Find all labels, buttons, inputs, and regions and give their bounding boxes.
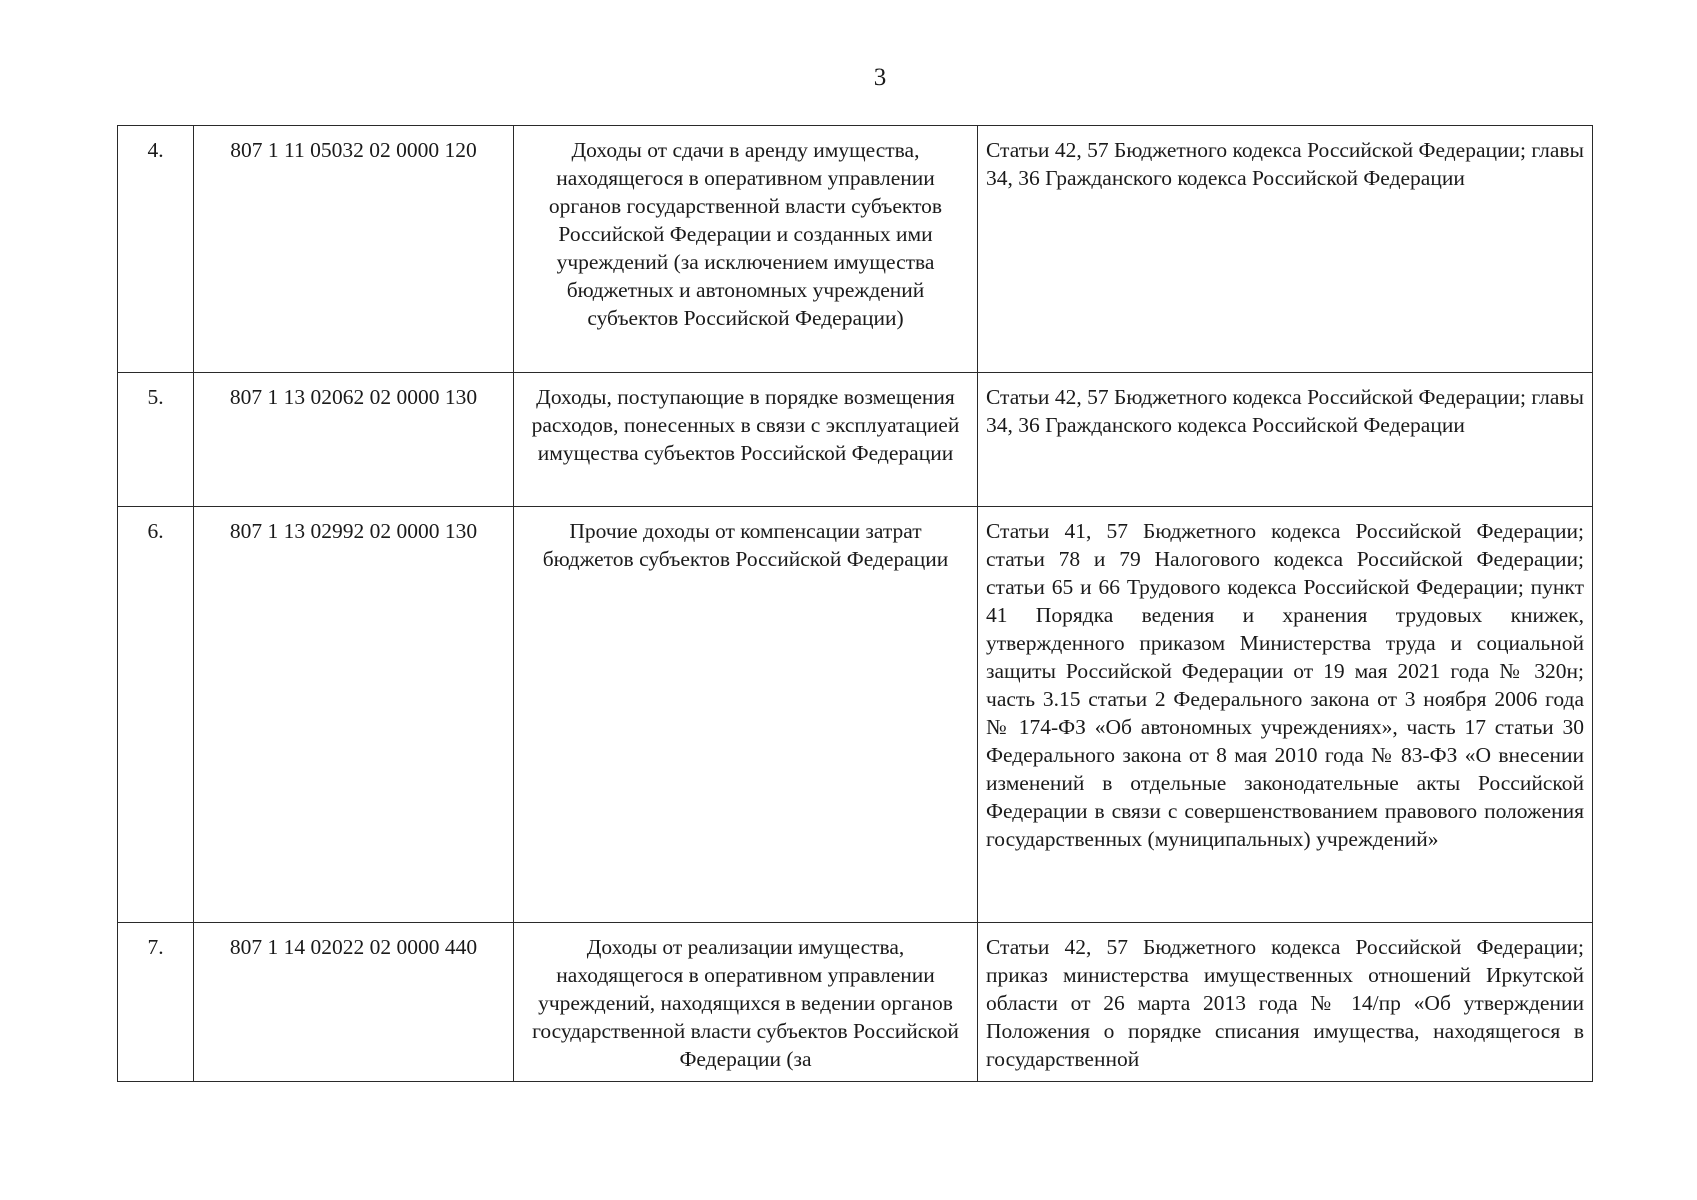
revenue-description: Доходы от сдачи в аренду имущества, находящегося в оперативном управлении органов государственной власти субъектов Российской Федерации и созданных ими учреждений (за исключением имущества бюджетных и автономных учреждений субъектов Российской Федерации) <box>514 126 978 373</box>
row-number: 6. <box>118 507 194 923</box>
revenue-codes-table <box>117 125 1593 1082</box>
budget-classification-code: 807 1 13 02062 02 0000 130 <box>194 373 514 507</box>
row-number: 7. <box>118 923 194 1082</box>
legal-basis: Статьи 42, 57 Бюджетного кодекса Российской Федерации; приказ министерства имущественных отношений Иркутской области от 26 марта 2013 года № 14/пр «Об утверждении Положения о порядке списания имущества, находящегося в государственной <box>978 923 1593 1082</box>
table-row <box>118 373 1593 507</box>
table-row <box>118 126 1593 373</box>
page-number: 3 <box>873 64 887 91</box>
legal-basis: Статьи 42, 57 Бюджетного кодекса Российской Федерации; главы 34, 36 Гражданского кодекса Российской Федерации <box>978 373 1593 507</box>
table-row <box>118 923 1593 1082</box>
revenue-description: Доходы от реализации имущества, находящегося в оперативном управлении учреждений, находящихся в ведении органов государственной власти субъектов Российской Федерации (за <box>514 923 978 1082</box>
revenue-description: Доходы, поступающие в порядке возмещения расходов, понесенных в связи с эксплуатацией имущества субъектов Российской Федерации <box>514 373 978 507</box>
budget-classification-code: 807 1 14 02022 02 0000 440 <box>194 923 514 1082</box>
row-number: 5. <box>118 373 194 507</box>
row-number: 4. <box>118 126 194 373</box>
budget-classification-code: 807 1 11 05032 02 0000 120 <box>194 126 514 373</box>
revenue-description: Прочие доходы от компенсации затрат бюджетов субъектов Российской Федерации <box>514 507 978 923</box>
budget-classification-code: 807 1 13 02992 02 0000 130 <box>194 507 514 923</box>
legal-basis: Статьи 42, 57 Бюджетного кодекса Российской Федерации; главы 34, 36 Гражданского кодекса Российской Федерации <box>978 126 1593 373</box>
table-row <box>118 507 1593 923</box>
legal-basis: Статьи 41, 57 Бюджетного кодекса Российской Федерации; статьи 78 и 79 Налогового кодекса Российской Федерации; статьи 65 и 66 Трудового кодекса Российской Федерации; пункт 41 Порядка ведения и хранения трудовых книжек, утвержденного приказом Министерства труда и социальной защиты Российской Федерации от 19 мая 2021 года № 320н; часть 3.15 статьи 2 Федерального закона от 3 ноября 2006 года № 174-ФЗ «Об автономных учреждениях», часть 17 статьи 30 Федерального закона от 8 мая 2010 года № 83-ФЗ «О внесении изменений в отдельные законодательные акты Российской Федерации в связи с совершенствованием правового положения государственных (муниципальных) учреждений» <box>978 507 1593 923</box>
